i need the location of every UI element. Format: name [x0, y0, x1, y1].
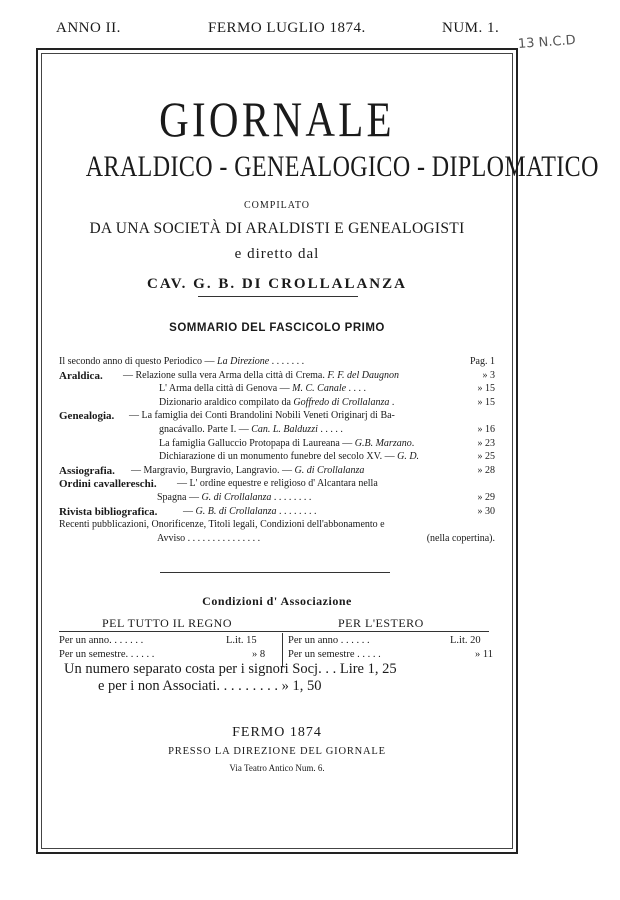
- toc-leader-dots: .: [411, 437, 415, 449]
- toc-entry-title: Recenti pubblicazioni, Onorificenze, Titoli legali, Condizioni dell'abbonamento e: [59, 519, 385, 531]
- section-divider: [160, 572, 390, 573]
- toc-entry-title: L' Arma della città di Genova —: [159, 383, 293, 395]
- regno-heading: PEL TUTTO IL REGNO: [102, 616, 232, 630]
- director-name: CAV. G. B. DI CROLLALANZA: [147, 276, 407, 292]
- toc-entry-text: [123, 370, 399, 381]
- toc-entry-author: G. di Crollalanza: [201, 492, 272, 503]
- journal-subtitle: ARALDICO - GENEALOGICO - DIPLOMATICO: [85, 150, 599, 183]
- toc-leader-dots: . . . . . . . . . . . . . . .: [185, 532, 261, 544]
- toc-entry-title: — Relazione sulla vera Arma della città di Crema.: [123, 369, 328, 381]
- issue-year: ANNO II.: [56, 20, 121, 36]
- toc-entry-text: [131, 465, 364, 476]
- toc-entry-author: Can. L. Balduzzi: [251, 424, 318, 435]
- toc-entry-author: Goffredo di Crollalanza: [293, 396, 390, 408]
- regno-semester-price: » 8: [252, 649, 266, 660]
- toc-leader-dots: . . . .: [346, 383, 367, 395]
- toc-entry-author: M. C. Canale: [292, 383, 347, 395]
- toc-entry-title: gnacávallo. Parte I. —: [159, 424, 252, 435]
- toc-row: [59, 438, 495, 450]
- conditions-heading: Condizioni d' Associazione: [202, 594, 352, 608]
- toc-leader-dots: . . . . . . .: [269, 356, 305, 367]
- toc-page-number: » 29: [477, 492, 495, 503]
- toc-entry-author: G. D.: [397, 451, 420, 463]
- toc-leader-dots: . . . . . . . .: [276, 505, 317, 517]
- compiled-label: COMPILATO: [243, 200, 311, 211]
- imprint-city-year: FERMO 1874: [232, 725, 322, 740]
- regno-semester-label: Per un semestre. . . . . .: [59, 649, 155, 660]
- toc-page-number: » 15: [477, 383, 495, 395]
- toc-section: Assiografia.: [59, 464, 115, 477]
- toc-row: [59, 533, 495, 545]
- toc-entry-text: [157, 533, 260, 544]
- toc-leader-dots: . . . . .: [317, 424, 343, 435]
- toc-entry-title: Avviso: [157, 532, 186, 544]
- director-underline: [198, 296, 358, 297]
- place-date: FERMO LUGLIO 1874.: [208, 20, 366, 36]
- toc-section: Rivista bibliografica.: [59, 505, 158, 518]
- toc-entry-author: G. di Crollalanza: [294, 464, 365, 476]
- toc-entry-text: [159, 383, 366, 394]
- toc-row: [59, 370, 495, 382]
- single-copy-non-members: e per i non Associati. . . . . . . . . » 1, 50: [98, 678, 322, 694]
- toc-section: Ordini cavallereschi.: [59, 478, 157, 491]
- estero-year-price: L.it. 20: [450, 635, 481, 646]
- toc-page-number: » 3: [482, 369, 495, 381]
- toc-entry-title: Il secondo anno di questo Periodico —: [59, 356, 218, 367]
- estero-semester-price: » 11: [475, 649, 493, 660]
- handwritten-note: 13 N.C.D: [517, 33, 577, 52]
- toc-leader-dots: . . . . . . . .: [271, 492, 312, 503]
- toc-page-number: Pag. 1: [470, 356, 495, 367]
- toc-page-number: » 25: [477, 451, 495, 463]
- toc-section: Genealogia.: [59, 410, 115, 423]
- toc-entry-title: La famiglia Galluccio Protopapa di Laureana —: [159, 437, 355, 449]
- toc-entry-text: [59, 519, 385, 530]
- estero-year-label: Per un anno . . . . . .: [288, 635, 370, 646]
- toc-entry-text: [183, 506, 317, 517]
- toc-entry-title: — Margravio, Burgravio, Langravio. —: [131, 464, 295, 476]
- estero-semester-label: Per un semestre . . . . .: [288, 649, 381, 660]
- toc-row: [59, 410, 495, 422]
- toc-row: [59, 506, 495, 518]
- toc-entry-title: Spagna —: [157, 492, 202, 503]
- toc-page-number: » 28: [477, 464, 495, 476]
- summary-heading: SOMMARIO DEL FASCICOLO PRIMO: [169, 322, 385, 334]
- toc-row: [59, 383, 495, 395]
- toc-entry-author: G. B. di Crollalanza: [195, 505, 277, 517]
- toc-page-number: » 30: [477, 505, 495, 517]
- toc-row: [59, 519, 495, 531]
- toc-row: [59, 492, 495, 504]
- directed-by-label: e diretto dal: [234, 246, 320, 262]
- toc-row: [59, 397, 495, 409]
- toc-entry-text: [59, 356, 304, 367]
- issue-number: NUM. 1.: [442, 20, 500, 36]
- toc-row: [59, 424, 495, 436]
- toc-page-number: » 23: [477, 437, 495, 449]
- toc-page-number: » 15: [477, 396, 495, 408]
- conditions-rule: [59, 631, 489, 632]
- toc-entry-title: — L' ordine equestre e religioso d' Alcantara nella: [177, 478, 378, 490]
- toc-row: [59, 356, 495, 368]
- toc-entry-text: [177, 478, 378, 489]
- toc-entry-title: Dizionario araldico compilato da: [159, 396, 294, 408]
- regno-year-price: L.it. 15: [226, 635, 257, 646]
- toc-row: [59, 451, 495, 463]
- toc-row: [59, 478, 495, 490]
- toc-entry-author: F. F. del Daugnon: [327, 369, 399, 381]
- imprint-publisher: PRESSO LA DIREZIONE DEL GIORNALE: [168, 746, 386, 757]
- society-line: DA UNA SOCIETÀ DI ARALDISTI E GENEALOGISTI: [89, 220, 465, 237]
- toc-page-number: » 16: [477, 424, 495, 435]
- imprint-address: Via Teatro Antico Num. 6.: [229, 763, 325, 773]
- journal-title: GIORNALE: [159, 91, 395, 147]
- toc-leader-dots: .: [389, 396, 395, 408]
- toc-entry-title: —: [183, 505, 196, 517]
- toc-entry-author: G.B. Marzano: [354, 437, 412, 449]
- toc-row: [59, 465, 495, 477]
- toc-page-number: (nella copertina).: [426, 532, 495, 544]
- toc-section: Araldica.: [59, 369, 103, 382]
- estero-heading: PER L'ESTERO: [338, 616, 424, 630]
- toc-entry-text: [159, 451, 419, 462]
- regno-year-label: Per un anno. . . . . . .: [59, 635, 144, 646]
- toc-entry-title: Dichiarazione di un monumento funebre del secolo XV. —: [159, 451, 398, 463]
- single-copy-members: Un numero separato costa per i signori Socj. . . Lire 1, 25: [64, 661, 397, 677]
- toc-entry-text: [159, 424, 343, 435]
- page-frame: [36, 48, 599, 854]
- toc-entry-text: [157, 492, 311, 503]
- toc-entry-text: [159, 397, 394, 408]
- toc-entry-title: — La famiglia dei Conti Brandolini Nobili Veneti Originarj di Ba-: [129, 410, 395, 422]
- toc-entry-text: [129, 410, 395, 421]
- toc-entry-text: [159, 438, 414, 449]
- toc-entry-author: La Direzione: [217, 356, 270, 367]
